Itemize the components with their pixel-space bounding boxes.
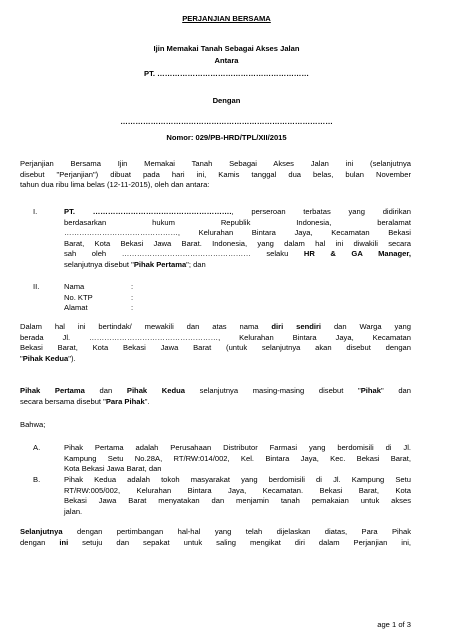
closing-ini: ini [59,537,69,547]
pt-line: PT. …………………………………………………… [144,69,309,78]
party-1-line-1 [64,207,411,218]
intro-line-2: disebut "Perjanjian") dibuat pada hari ini, Kamis tanggal dua belas, bulan November [20,169,411,179]
acting-line-4 [20,354,411,365]
point-b-line-4: jalan. [64,506,83,516]
party-1-line-5 [64,249,411,260]
field-colon: : [131,292,134,302]
acting-line-3: Bekasi Barat, Kota Bekasi Jawa Barat (untuk selanjutnya akan disebut dengan [20,343,411,353]
term-pihak: Pihak [360,386,381,395]
parties-paragraph [20,386,411,407]
acting-line-2: berada Jl. ……………………………………………, Kelurahan Bintara Jaya, Kecamatan [20,332,411,342]
quote-open: " [20,353,23,363]
field-colon: : [131,282,134,291]
term-second-party: Pihak Kedua [126,386,185,395]
field-label: Nama [64,282,85,291]
party-1-number: I. [33,207,38,216]
point-a-line-2: Kampung Setu No.28A, RT/RW:014/002, Kel. Bintara Jaya, Kec. Bekasi Barat, [64,453,411,463]
point-a-line-1: Pihak Pertama adalah Perusahaan Distributor Farmasi yang berdomisili di Jl. [64,443,411,452]
document-subtitle: Ijin Memakai Tanah Sebagai Akses Jalan [153,44,300,53]
dengan-label: Dengan [212,96,241,105]
party-1-designation-suffix: "; dan [186,259,206,269]
party-1-role: HR & GA Manager, [303,249,411,259]
closing-lead: Selanjutnya [20,527,63,536]
closing-line-1 [20,527,411,538]
parties-text: secara bersama disebut " [20,396,106,406]
party-2-number: II. [33,282,40,291]
party-1-line-1-rest: , perseroan terbatas yang didirikan [231,207,411,216]
party-1-line-4: Barat, Kota Bekasi Jawa Barat. Indonesia, yang dalam hal ini diwakili secara [64,238,411,248]
point-b-line-2: RT/RW:005/002, Kelurahan Bintara Jaya, Kecamatan. Bekasi Barat, Kota [64,485,411,495]
point-b-number: B. [33,475,41,484]
document-number: Nomor: 029/PB-HRD/TPL/XII/2015 [166,133,287,142]
intro-paragraph [20,159,411,191]
parties-text: " dan [380,386,412,395]
acting-text: dan Warga yang [321,322,411,331]
party-1-paragraph [64,207,411,271]
parties-text: ". [144,396,150,406]
intro-line-3: tahun dua ribu lima belas (12-11-2015), oleh dan antara: [20,180,210,190]
closing-paragraph [20,527,411,548]
document-title: PERJANJIAN BERSAMA [182,14,271,23]
closing-line-2 [20,538,411,549]
acting-paragraph [20,322,411,364]
intro-line-1: Perjanjian Bersama Ijin Memakai Tanah Sebagai Akses Jalan ini (selanjutnya [20,159,411,168]
parties-line-1 [20,386,411,397]
term-first-party: Pihak Pertama [20,386,85,395]
party-2-row-address [64,303,411,314]
page-number: age 1 of 3 [377,620,411,629]
point-a-paragraph [64,443,411,475]
quote-close: "). [68,353,76,363]
field-label: Alamat [64,303,88,313]
party-1-company: PT. ………………………………………………. [64,207,232,216]
party-1-designation: Pihak Pertama [133,259,187,269]
closing-text: dengan pertimbangan hal-hal yang telah dijelaskan diatas, Para Pihak [62,527,411,536]
party-1-representative: sah oleh …………………………………………… selaku [64,249,304,259]
party-1-line-2: berdasarkan hukum Republik Indonesia, beralamat [64,217,411,227]
acting-self: diri sendiri [271,322,322,331]
parties-text: selanjutnya masing-masing disebut " [185,386,361,395]
field-label: No. KTP [64,292,93,302]
party-1-line-6 [64,260,411,271]
acting-text: Dalam hal ini bertindak/ mewakili dan atas nama [20,322,272,331]
point-a-line-3: Kota Bekasi Jawa Barat, dan [64,464,162,474]
point-b-paragraph [64,475,411,517]
conjunction: dan [84,386,127,395]
acting-line-1 [20,322,411,333]
closing-text: dengan [20,537,60,547]
point-b-line-1: Pihak Kedua adalah tokoh masyarakat yang berdomisili di Jl. Kampung Setu [64,475,411,484]
point-b-line-3: Bekasi Jawa Barat menyatakan dan menjamin tanah pemakaian untuk akses [64,496,411,506]
point-a-number: A. [33,443,41,452]
party-2-fields [64,282,411,314]
party-2-row-ktp [64,293,411,304]
parties-line-2 [20,397,411,408]
antara-label: Antara [214,56,239,65]
field-colon: : [131,303,134,313]
party-1-line-3: ………………………………………, Kelurahan Bintara Jaya, Kecamatan Bekasi [64,228,411,238]
party-1-designation-prefix: selanjutnya disebut " [64,259,134,269]
term-para-pihak: Para Pihak [105,396,145,406]
second-party-line: ………………………………………………………………………… [120,117,333,126]
bahwa-label: Bahwa; [20,420,46,429]
party-2-designation: Pihak Kedua [22,353,69,363]
party-2-row-name [64,282,411,293]
closing-text: setuju dan sepakat untuk saling mengikat diri dalam Perjanjian ini, [68,537,411,547]
